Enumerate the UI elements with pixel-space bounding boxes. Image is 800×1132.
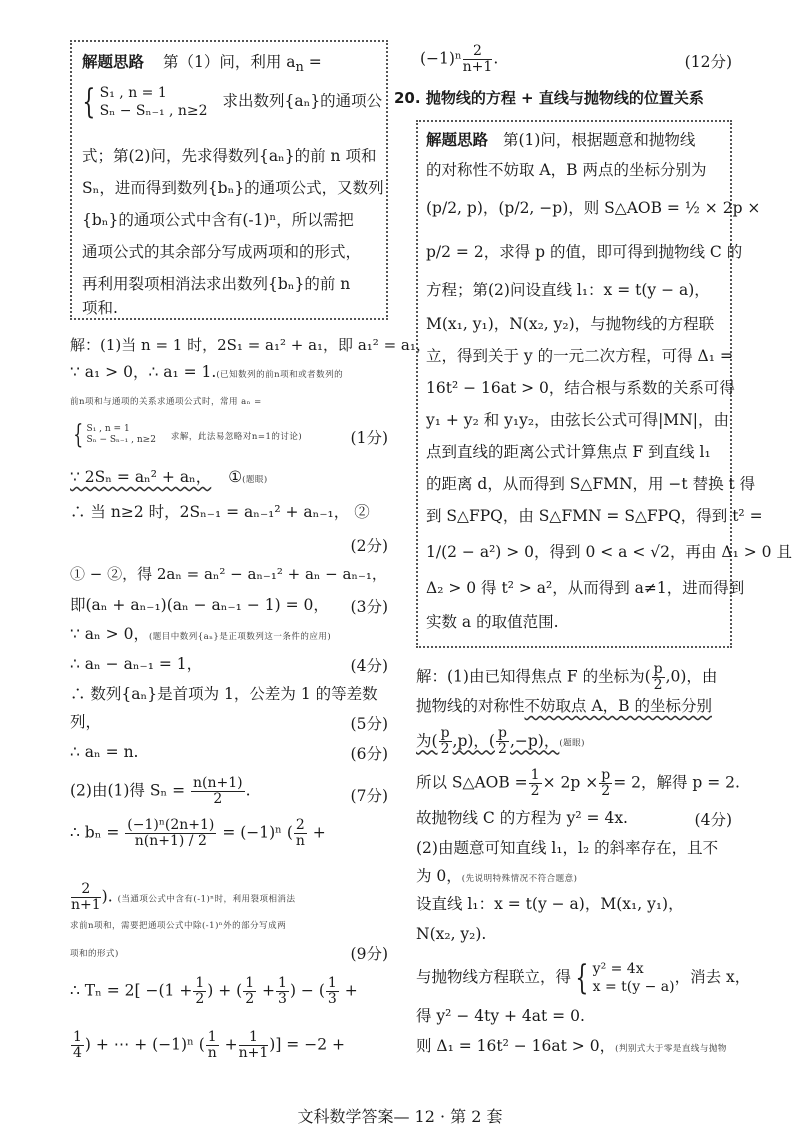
idea-heading-right: 解题思路 — [426, 131, 489, 149]
r-line-10: 与抛物线方程联立，得 { y² = 4x x = t(y − a)，消去 x， — [416, 958, 751, 998]
solution-idea-box-right: 解题思路 第(1)问，根据题意和抛物线 的对称性不妨取 A，B 两点的坐标分别为 (p/2, p)，(p/2, −p)，则 S△AOB = ½ × 2p × p/2 = 2，求得 p 的值，即可得到抛物线 C 的 方程；第(2)问设直线 l₁：x = t(y − a)， M(x₁, y₁)，N(x₂, y₂)，与抛物线的方程联 立，得到关于 y 的一元二次方程，可得 Δ₁ = 16t² − 16at > 0，结合根与系数的关系可得 y₁ + y₂ 和 y₁y₂，由弦长公式可得|MN|，由 点到直线的距离公式计算焦点 F 到直线 l₁ 的距离 d，从而得到 S△FMN，用 −t 替换 t 得 到 S△FPQ，由 S△FMN = S△FPQ，得到 t² = 1/(2 − a²) > 0，得到 0 < a < √2，再由 Δ₁ > 0 且 Δ₂ > 0 得 t² > a²，从而得到 a≠1，进而得到 实数 a 的取值范围. — [416, 120, 732, 648]
sol-line-1: 解：(1)当 n = 1 时，2S₁ = a₁² + a₁，即 a₁² = a₁， — [70, 336, 431, 354]
idea-line-1: 解题思路 第（1）问，利用 $a_n$ = — [82, 53, 322, 76]
idea-line-2: { S₁ , n = 1 Sₙ − Sₙ₋₁ , n≥2 求出数列{aₙ}的通项公 — [82, 82, 383, 122]
idea-heading: 解题思路 — [82, 53, 145, 71]
sol-line-10: ∵ aₙ > 0，(题目中数列{aₙ}是正项数列这一条件的应用) — [70, 625, 332, 643]
sol-line-4: { S₁ , n = 1 Sₙ − Sₙ₋₁ , n≥2 求解，此法易忽略对n=1的讨论) — [73, 420, 303, 450]
sol-line-17: $\frac{2}{n+1}$ ). (当通项公式中含有(-1)ⁿ时，利用裂项相消法 — [71, 881, 296, 913]
sol-line-5: ∵ 2Sₙ = aₙ² + aₙ， ①(题眼) — [70, 468, 268, 486]
question-20-title: 20. 抛物线的方程 + 直线与抛物线的位置关系 — [394, 89, 704, 107]
sol-line-20: ∴ Tₙ = 2[ −(1 + $\frac{1}{2}$ ) + ( $\frac{1}{2}$ + $\frac{1}{3}$ ) − ( $\frac{1}{3}$ + — [70, 975, 358, 1007]
sol-line-21: $\frac{1}{4}$ ) + ⋯ + (−1)ⁿ ( $\frac{1}{n}$ + $\frac{1}{n+1}$ )] = −2 + — [73, 1029, 345, 1061]
solution-idea-box-left: 解题思路 第（1）问，利用 $a_n$ = { S₁ , n = 1 Sₙ − Sₙ₋₁ , n≥2 求出数列{aₙ}的通项公 式；第(2)问，先求得数列{aₙ}的前 n 项和 Sₙ，进而得到数列{bₙ}的通项公式，又数列 {bₙ}的通项公式中含有(-1)ⁿ，所以需把 通项公式的其余部分写成两项和的形式， 再利用裂项相消法求出数列{bₙ}的前 n 项和. — [70, 40, 388, 320]
right-top-line: (−1)ⁿ $\frac{2}{n+1}$ . — [420, 43, 499, 75]
r-line-1: 解：(1)由已知得焦点 F 的坐标为( $\frac{p}{2}$ ,0)，由 — [416, 661, 718, 693]
r-line-12: 则 Δ₁ = 16t² − 16at > 0，(判别式大于零是直线与抛物 — [416, 1037, 727, 1055]
r-line-2: 抛物线的对称性不妨取点 A，B 的坐标分别 — [416, 697, 712, 715]
r-line-7: 为 0，(先说明特殊情况不符合题意) — [416, 867, 578, 885]
sol-line-15: (2)由(1)得 Sₙ = $\frac{n(n+1)}{2}$ . — [70, 775, 251, 807]
r-line-3: 为( $\frac{p}{2}$ ,p)，( $\frac{p}{2}$ ,−p)，(题眼) — [416, 725, 585, 757]
sol-line-16: ∴ bₙ = $\frac{\text{(−1)ⁿ(2n+1)}}{n(n+1) / 2}$ = (−1)ⁿ ( $\frac{2}{n}$ + — [70, 817, 326, 849]
page-footer: 文科数学答案— 12 · 第 2 套 — [297, 1107, 503, 1126]
r-line-4: 所以 S△AOB = $\frac{1}{2}$ × 2p × $\frac{p}{2}$ = 2，解得 p = 2. — [416, 767, 740, 799]
sol-line-2: ∵ a₁ > 0，∴ a₁ = 1.(已知数列的前n项和或者数列的 — [70, 363, 344, 381]
